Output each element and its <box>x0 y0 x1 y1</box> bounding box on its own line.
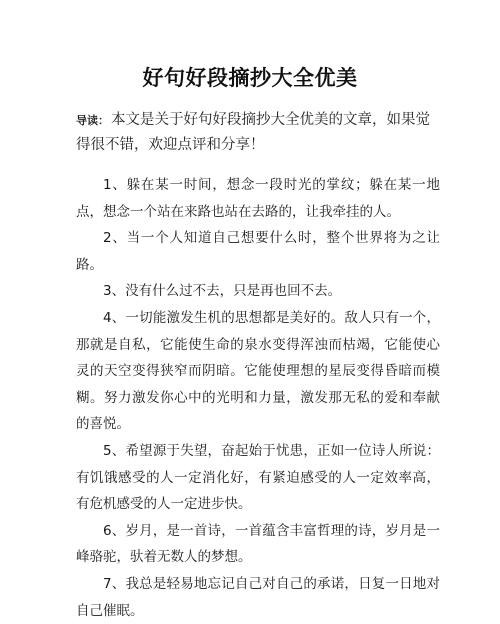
paragraph-4: 4、一切能激发生机的思想都是美好的。敌人只有一个，那就是自私，它能使生命的泉水变得浑浊而枯竭，它能使心灵的天空变得狭窄而阴暗。它能使理想的星辰变得昏暗而模糊。努力激发你心中的光明和力量，激发那无私的爱和奉献的喜悦。 <box>76 309 440 433</box>
article-title: 好句好段摘抄大全优美 <box>142 66 358 90</box>
paragraph-7: 7、我总是轻易地忘记自己对自己的承诺，日复一日地对自己催眠。 <box>76 575 440 619</box>
paragraph-1: 1、躲在某一时间，想念一段时光的掌纹；躲在某一地点，想念一个站在来路也站在去路的，让我牵挂的人。 <box>76 177 440 220</box>
intro-text: 本文是关于好句好段摘抄大全优美的文章，如果觉得很不错，欢迎点评和分享！ <box>76 112 430 153</box>
article-body <box>76 172 440 624</box>
paragraph-6: 6、岁月，是一首诗，一首蕴含丰富哲理的诗，岁月是一峰骆驼，驮着无数人的梦想。 <box>76 522 440 566</box>
paragraph-5: 5、希望源于失望，奋起始于忧患，正如一位诗人所说：有饥饿感受的人一定消化好，有紧迫感受的人一定效率高，有危机感受的人一定进步快。 <box>76 442 440 513</box>
intro-label: 导读： <box>76 114 109 127</box>
paragraph-2: 2、当一个人知道自己想要什么时，整个世界将为之让路。 <box>76 230 440 273</box>
paragraph-3: 3、没有什么过不去，只是再也回不去。 <box>103 283 342 300</box>
article-intro <box>76 108 436 158</box>
